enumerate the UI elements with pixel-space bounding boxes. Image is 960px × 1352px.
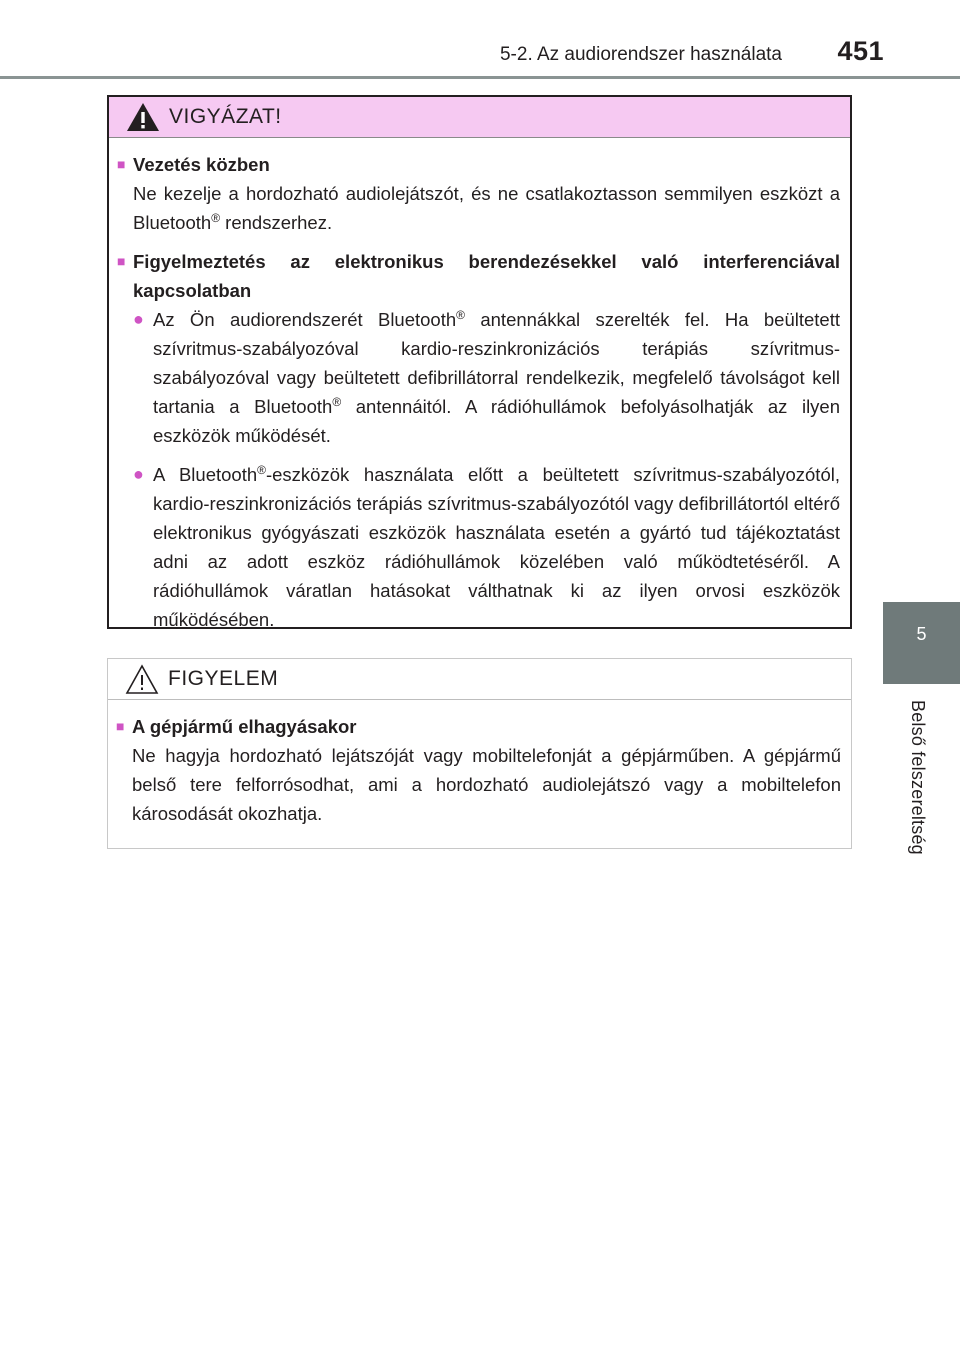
warning-item-interference	[117, 247, 840, 634]
warning-item-driving	[117, 150, 840, 237]
item-heading: Figyelmeztetés az elektronikus berendezésekkel való interferenciával kapcsolatban	[133, 251, 840, 301]
chapter-number: 5	[916, 624, 927, 644]
notice-box	[107, 658, 852, 849]
item-text: Ne hagyja hordozható lejátszóját vagy mobiltelefonját a gépjárműben. A gépjármű belső tere felforrósodhat, ami a hordozható audiolejátszó vagy a mobiltelefon károsodását okozhatja.	[132, 745, 841, 824]
square-bullet-icon: ■	[117, 253, 126, 269]
item-text: Ne kezelje a hordozható audiolejátszót, és ne csatlakoztasson semmilyen eszközt a Bluetooth® rendszerhez.	[133, 183, 840, 233]
item-heading: A gépjármű elhagyásakor	[132, 716, 357, 737]
chapter-tab	[883, 602, 960, 684]
running-header-section: 5-2. Az audiorendszer használata	[499, 44, 782, 65]
notice-box-header	[108, 659, 851, 700]
square-bullet-icon: ■	[116, 718, 125, 734]
notice-item-leaving-vehicle	[116, 712, 841, 828]
list-item: ● A Bluetooth®-eszközök használata előtt a beültetett szívritmus-szabályozótól, kardio-reszinkronizációs terápiás szívritmus-szabályozótól vagy defibrillátortól eltérő elektronikus gyógyászati eszközök használata esetén a gyártó tud tájékoztatást adni az adott eszköz rádióhullámok közelében való működtetéséről. A rádióhullámok váratlan hatásokat válthatnak ki az ilyen orvosi eszközök működésében.	[133, 460, 840, 634]
round-bullet-icon: ●	[133, 464, 144, 484]
notice-box-title: FIGYELEM	[168, 667, 279, 690]
square-bullet-icon: ■	[117, 156, 126, 172]
warning-box	[107, 95, 852, 629]
round-bullet-icon: ●	[133, 309, 144, 329]
chapter-label: Belső felszereltség	[908, 700, 928, 855]
item-heading: Vezetés közben	[133, 154, 270, 175]
warning-box-header	[109, 97, 850, 138]
page-number: 451	[837, 36, 884, 66]
list-item: ● Az Ön audiorendszerét Bluetooth® antennákkal szerelték fel. Ha beültetett szívritmus-szabályozóval kardio-reszinkronizációs terápiás szívritmus-szabályozóval vagy beültetett defibrillátorral rendelkezik, megfelelő távolságot kell tartania a Bluetooth® antennáitól. A rádióhullámok befolyásolhatják az ilyen eszközök működését.	[133, 305, 840, 450]
warning-box-title: VIGYÁZAT!	[169, 105, 282, 128]
header-rule	[0, 76, 960, 79]
warning-triangle-icon	[125, 101, 161, 133]
caution-triangle-icon	[124, 663, 160, 695]
